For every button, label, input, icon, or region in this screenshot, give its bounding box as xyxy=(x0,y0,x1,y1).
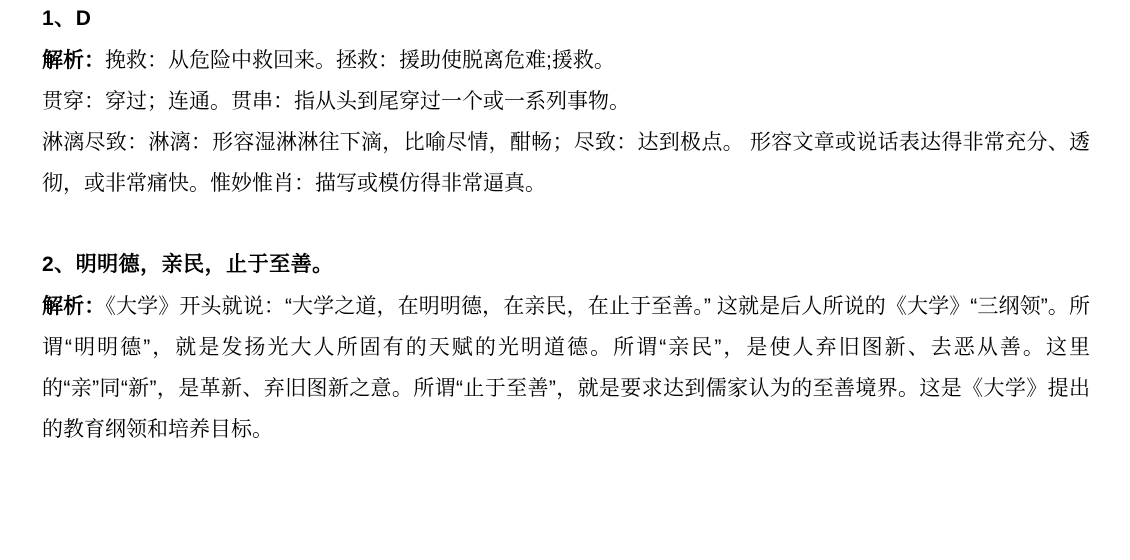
item-separator xyxy=(0,204,1130,252)
analysis-label-1: 解析 xyxy=(42,49,84,73)
item-1-analysis-line-1 xyxy=(42,40,1090,81)
analysis-label-2: 解析 xyxy=(42,295,85,319)
item-1-text-1: 挽救：从危险中救回来。拯救：援助使脱离危难;援救。 xyxy=(105,49,615,73)
analysis-colon-2: ： xyxy=(84,295,106,319)
answer-item-1 xyxy=(0,0,1130,204)
item-1-text-2: 贯穿：穿过；连通。贯串：指从头到尾穿过一个或一系列事物。 xyxy=(42,90,630,114)
item-2-text-1: 《大学》开头就说：“大学之道，在明明德，在亲民，在止于至善。” 这就是后人所说的《大学》“三纲领”。所谓“明明德”，就是发扬光大人所固有的天赋的光明道德。所谓“亲民”，是使人弃旧图新、去恶从善。这里的“亲”同“新”，是革新、弃旧图新之意。所谓“止于至善”，就是要求达到儒家认为的至善境界。这是《大学》提出的教育纲领和培养目标。 xyxy=(42,295,1091,442)
item-2-analysis-line-1 xyxy=(42,286,1090,450)
item-2-answer: 明明德，亲民，止于至善。 xyxy=(75,253,334,277)
spacer xyxy=(42,31,1090,40)
answer-item-2 xyxy=(0,252,1130,450)
item-2-number: 2、 xyxy=(42,253,76,277)
item-1-heading xyxy=(42,0,1090,31)
item-1-analysis-line-3 xyxy=(42,122,1090,204)
item-1-analysis-line-2 xyxy=(42,81,1090,122)
item-1-text-3: 淋漓尽致：淋漓：形容湿淋淋往下滴，比喻尽情，酣畅；尽致：达到极点。 形容文章或说话表达得非常充分、透彻，或非常痛快。惟妙惟肖：描写或模仿得非常逼真。 xyxy=(42,131,1090,196)
item-1-number: 1、 xyxy=(42,7,76,30)
analysis-colon-1: ： xyxy=(84,49,105,73)
spacer xyxy=(42,277,1090,286)
item-1-answer: D xyxy=(75,7,92,30)
item-2-heading xyxy=(42,252,1090,277)
